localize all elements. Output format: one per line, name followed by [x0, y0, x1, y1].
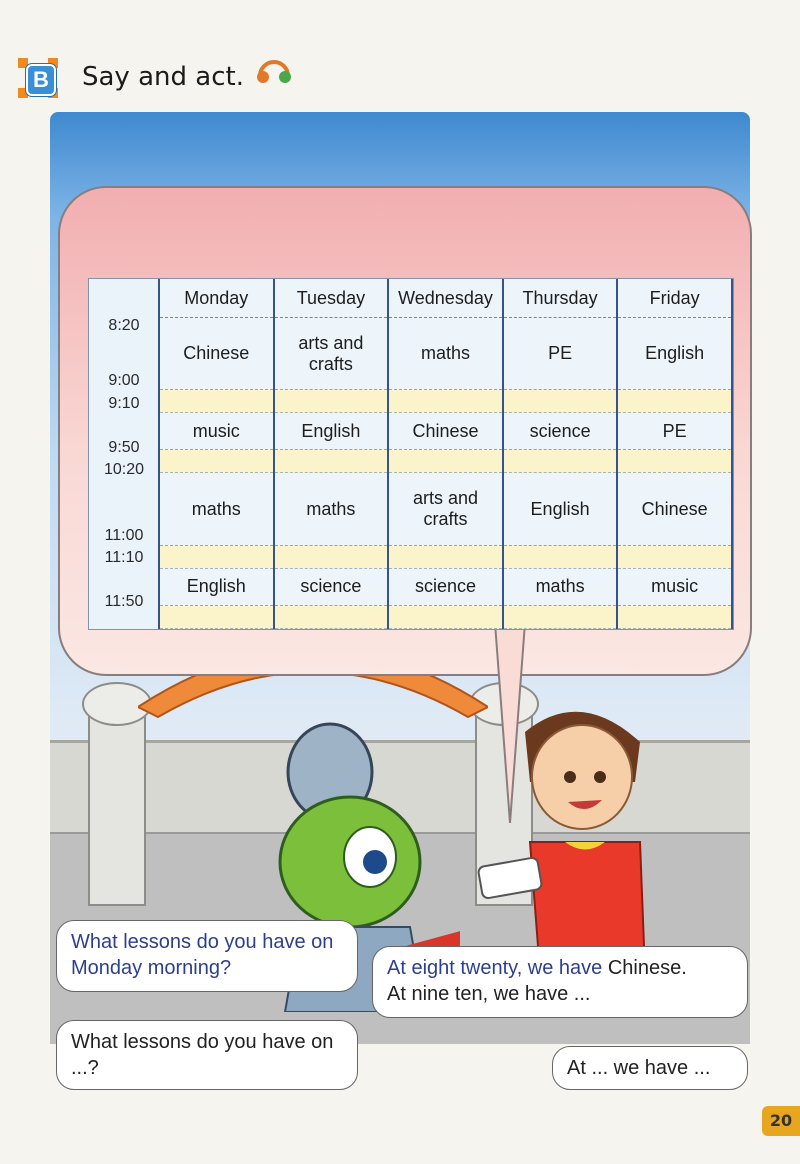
- timetable: [88, 278, 734, 630]
- lesson-row-2: [89, 413, 732, 450]
- lesson-cell: maths: [503, 568, 618, 605]
- lesson-cell: English: [503, 473, 618, 545]
- lesson-cell: PE: [617, 413, 732, 450]
- timetable-speech-bubble: [58, 186, 752, 676]
- timetable-grid: [89, 279, 733, 629]
- break-row: [89, 545, 732, 568]
- break-row: [89, 390, 732, 413]
- lesson-cell: science: [503, 413, 618, 450]
- answer-line-1-lesson: Chinese.: [607, 957, 687, 979]
- lesson-cell: maths: [274, 473, 389, 545]
- break-row: [89, 450, 732, 473]
- day-header-thursday: Thursday: [503, 279, 618, 318]
- time-label: 8:20: [108, 317, 140, 334]
- lesson-cell: arts and crafts: [388, 473, 503, 545]
- time-label: 11:50: [104, 593, 144, 610]
- time-column: [89, 279, 159, 629]
- day-header-tuesday: Tuesday: [274, 279, 389, 318]
- answer-bubble-template: [552, 1046, 748, 1090]
- time-label: 10:20: [103, 461, 145, 478]
- page-number: 20: [762, 1106, 800, 1136]
- section-title: Say and act.: [82, 62, 244, 92]
- lesson-cell: English: [617, 318, 732, 390]
- time-label: 11:00: [104, 527, 144, 544]
- lesson-cell: music: [159, 413, 274, 450]
- lesson-cell: maths: [388, 318, 503, 390]
- lesson-row-3: [89, 473, 732, 545]
- section-badge-letter: B: [26, 64, 56, 96]
- answer-template-text: At ... we have ...: [567, 1057, 711, 1079]
- lesson-row-4: [89, 568, 732, 605]
- lesson-cell: Chinese: [159, 318, 274, 390]
- question-template-text: What lessons do you have on ...?: [71, 1031, 334, 1079]
- day-header-monday: Monday: [159, 279, 274, 318]
- day-header-friday: Friday: [617, 279, 732, 318]
- answer-line-1-prompt: At eight twenty, we have: [387, 957, 608, 979]
- break-row: [89, 606, 732, 629]
- lesson-cell: Chinese: [388, 413, 503, 450]
- lesson-cell: arts and crafts: [274, 318, 389, 390]
- day-header-wednesday: Wednesday: [388, 279, 503, 318]
- lesson-cell: PE: [503, 318, 618, 390]
- answer-bubble-schedule: [372, 946, 748, 1018]
- time-label: 9:50: [108, 439, 140, 456]
- answer-line-2: At nine ten, we have ...: [387, 983, 591, 1005]
- section-badge: [18, 58, 56, 96]
- time-label: 9:10: [108, 395, 140, 412]
- illustration-scene: [50, 112, 750, 1012]
- question-text: What lessons do you have on Monday morning?: [71, 931, 334, 979]
- time-label: 11:10: [104, 549, 144, 566]
- lesson-cell: Chinese: [617, 473, 732, 545]
- time-label: 9:00: [108, 372, 140, 389]
- headphones-icon: [254, 50, 294, 90]
- lesson-cell: music: [617, 568, 732, 605]
- lesson-cell: science: [274, 568, 389, 605]
- answer-line-1: [387, 955, 733, 981]
- section-header: [18, 52, 294, 102]
- question-bubble-template: [56, 1020, 358, 1090]
- lesson-cell: English: [274, 413, 389, 450]
- lesson-cell: maths: [159, 473, 274, 545]
- lesson-row-1: [89, 318, 732, 390]
- lesson-cell: English: [159, 568, 274, 605]
- question-bubble-monday: [56, 920, 358, 992]
- gate-pillar-left: [88, 712, 146, 906]
- lesson-cell: science: [388, 568, 503, 605]
